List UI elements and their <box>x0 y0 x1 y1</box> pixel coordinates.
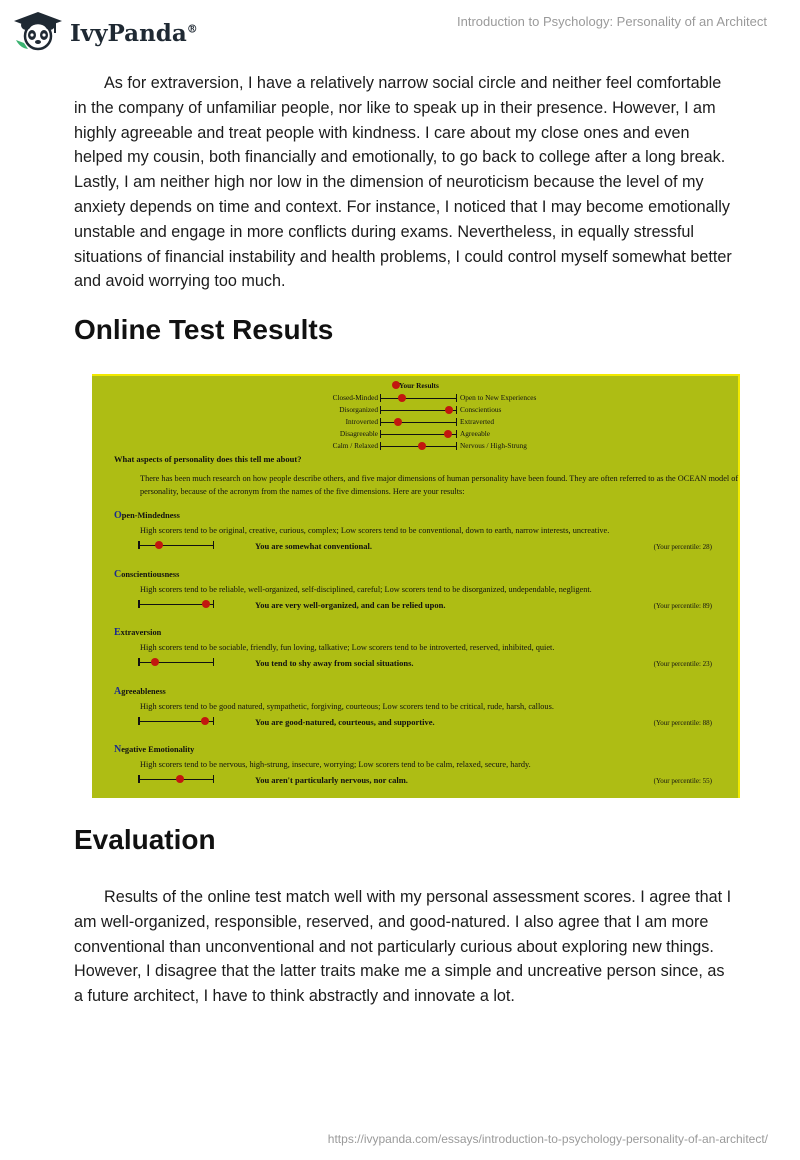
percentile-marker <box>176 775 184 783</box>
percentile-label: (Your percentile: 23) <box>653 660 712 668</box>
dimension-description: High scorers tend to be sociable, friendly, fun loving, talkative; Low scorers tend to be introverted, reserved, inhibited, quiet. <box>140 643 555 652</box>
ivypanda-logo[interactable] <box>12 10 198 52</box>
online-test-results-figure <box>92 374 740 798</box>
summary-left-label: Introverted <box>345 417 378 426</box>
percentile-marker <box>151 658 159 666</box>
dimension-title: Extraversion <box>114 627 162 638</box>
summary-right-label: Extraverted <box>460 417 495 426</box>
percentile-marker <box>202 600 210 608</box>
percentile-label: (Your percentile: 28) <box>653 543 712 551</box>
summary-right-label: Agreeable <box>460 429 490 438</box>
document-title: Introduction to Psychology: Personality of an Architect <box>456 14 767 29</box>
dimension-description: High scorers tend to be reliable, well-organized, self-disciplined, careful; Low scorers tend to be disorganized, undependable, negligent. <box>140 585 592 594</box>
page-header <box>0 0 800 60</box>
dimension-title: Open-Mindedness <box>114 510 180 521</box>
brand-name: IvyPanda® <box>70 19 198 47</box>
dimension-description: High scorers tend to be original, creative, curious, complex; Low scorers tend to be conventional, down to earth, narrow interests, uncreative. <box>140 526 610 535</box>
dimension-description: High scorers tend to be nervous, high-strung, insecure, worrying; Low scorers tend to be calm, relaxed, secure, hardy. <box>140 760 531 769</box>
summary-scale-openness <box>380 394 457 402</box>
dimension-description: High scorers tend to be good natured, sympathetic, forgiving, courteous; Low scorers tend to be critical, rude, harsh, callous. <box>140 702 554 711</box>
question-heading: What aspects of personality does this tell me about? <box>114 454 302 464</box>
summary-scale-extraversion <box>380 418 457 426</box>
ocean-intro-text: There has been much research on how people describe others, and five major dimensions of human personality have been found. They are often referred to as the OCEAN model of personality, because of the acronym from the names of the five dimensions. Here are your results: <box>140 474 739 496</box>
summary-scale-conscientiousness <box>380 406 457 414</box>
summary-scale-agreeableness <box>380 430 457 438</box>
summary-left-label: Calm / Relaxed <box>332 441 378 450</box>
body-paragraph-evaluation: Results of the online test match well with my personal assessment scores. I agree that I am well-organized, responsible, reserved, and good-natured. I also agree that I am more conventional than unconventional and not particularly curious about exploring new things. However, I disagree that the latter traits make me a simple and uncreative person since, as a future architect, I have to think abstractly and innovate a lot. <box>74 888 732 1006</box>
percentile-label: (Your percentile: 55) <box>653 777 712 785</box>
summary-scale-negative-emotionality <box>380 442 457 450</box>
summary-marker <box>418 442 426 450</box>
dimension-title: Negative Emotionality <box>114 744 195 755</box>
summary-left-label: Disorganized <box>339 405 378 414</box>
section-heading-online-test-results: Online Test Results <box>74 314 334 345</box>
source-url-link[interactable]: https://ivypanda.com/essays/introduction-to-psychology-personality-of-an-architect/ <box>327 1132 768 1146</box>
summary-left-label: Disagreeable <box>339 429 378 438</box>
dimension-verdict: You are very well-organized, and can be relied upon. <box>255 600 446 610</box>
dimension-title: Agreeableness <box>114 686 166 697</box>
percentile-label: (Your percentile: 88) <box>653 719 712 727</box>
percentile-scale <box>138 775 214 783</box>
percentile-marker <box>155 541 163 549</box>
summary-right-label: Conscientious <box>460 405 502 414</box>
dimension-verdict: You aren't particularly nervous, nor calm. <box>255 775 408 785</box>
dimension-verdict: You are good-natured, courteous, and supportive. <box>255 717 435 727</box>
percentile-label: (Your percentile: 89) <box>653 602 712 610</box>
summary-marker <box>394 418 402 426</box>
summary-marker <box>398 394 406 402</box>
your-results-label: Your Results <box>399 381 439 390</box>
percentile-scale <box>138 600 214 608</box>
percentile-scale <box>138 717 214 725</box>
summary-marker <box>444 430 452 438</box>
section-heading-evaluation: Evaluation <box>74 824 216 855</box>
panda-mascot-icon <box>12 10 64 52</box>
percentile-marker <box>201 717 209 725</box>
dimension-title: Conscientiousness <box>114 569 180 580</box>
summary-marker <box>445 406 453 414</box>
percentile-scale <box>138 658 214 666</box>
summary-right-label: Nervous / High-Strung <box>460 441 527 450</box>
summary-left-label: Closed-Minded <box>332 393 378 402</box>
summary-right-label: Open to New Experiences <box>460 393 537 402</box>
dimension-verdict: You are somewhat conventional. <box>255 541 372 551</box>
body-paragraph-extraversion: As for extraversion, I have a relatively narrow social circle and neither feel comfortable in the company of unfamiliar people, nor like to speak up in their presence. However, I am highly agreeable and treat people with kindness. I care about my close ones and even helped my cousin, both financially and emotionally, to go back to college after a long break. Lastly, I am neither high nor low in the dimension of neuroticism because the level of my anxiety depends on time and context. For instance, I noticed that I may become emotionally unstable and engage in more conflicts during exams. Nevertheless, in equally stressful situations of financial instability and health problems, I could control myself somewhat better and avoid worrying too much. <box>74 74 732 291</box>
dimension-verdict: You tend to shy away from social situations. <box>255 658 414 668</box>
percentile-scale <box>138 541 214 549</box>
